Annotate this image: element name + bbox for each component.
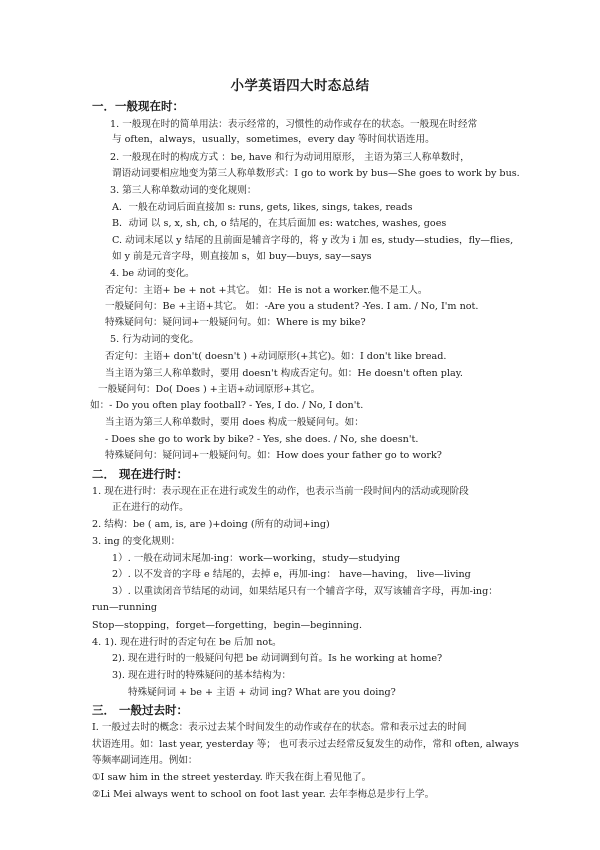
text-line: 一般疑问句：Be +主语+其它。 如：-Are you a student? -Yes. I am. / No, I'm not.: [105, 301, 479, 312]
text-line: Stop—stopping，forget—forgetting，begin—beginning.: [92, 620, 362, 631]
text-line: 与 often，always，usually，sometimes，every day 等时间状语连用。: [112, 134, 435, 145]
text-line: 3. 第三人称单数动词的变化规则：: [110, 185, 257, 196]
section-heading-present-simple: 一．一般现在时：: [92, 99, 184, 113]
text-line: 2. 一般现在时的构成方式 ：be, have 和行为动词用原形， 主语为第三人称单数时，: [110, 152, 470, 163]
text-line: 一般疑问句：Do( Does ) +主语+动词原形+其它。: [98, 384, 321, 395]
text-line: 3. ing 的变化规则：: [92, 536, 181, 547]
text-line: 否定句：主语+ be + not +其它。 如：He is not a worker.他不是工人。: [105, 285, 428, 296]
text-line: B．动词 以 s, x, sh, ch, o 结尾的，在其后面加 es: watches, washes, goes: [112, 218, 447, 229]
text-line: A．一般在动词后面直接加 s: runs, gets, likes, sings, takes, reads: [112, 202, 413, 213]
text-line: 5. 行为动词的变化。: [110, 334, 199, 345]
text-line: 特殊疑问句：疑问词+一般疑问句。如：How does your father go to work?: [105, 450, 442, 461]
section-heading-past-simple: 三． 一般过去时：: [92, 703, 189, 717]
text-line: I. 一般过去时的概念：表示过去某个时间发生的动作或存在的状态。常和表示过去的时间: [92, 722, 467, 733]
text-line: 特殊疑问词 + be + 主语 + 动词 ing? What are you doing?: [128, 687, 396, 698]
text-line: 等频率副词连用。例如：: [92, 755, 198, 766]
text-line: 如：- Do you often play football? - Yes, I do. / No, I don't.: [90, 400, 364, 411]
section-heading-present-continuous: 二． 现在进行时：: [92, 467, 189, 481]
text-line: ①I saw him in the street yesterday. 昨天我在街上看见他了。: [92, 772, 372, 783]
text-line: 当主语为第三人称单数时，要用 does 构成一般疑问句。如：: [105, 417, 364, 428]
text-line: - Does she go to work by bike? - Yes, she does. / No, she doesn't.: [105, 434, 419, 445]
text-line: 3). 现在进行时的特殊疑问的基本结构为：: [112, 670, 292, 681]
text-line: 谓语动词要相应地变为第三人称单数形式：I go to work by bus—She goes to work by bus.: [112, 168, 520, 179]
text-line: C. 动词末尾以 y 结尾的且前面是辅音字母的，将 y 改为 i 加 es, study—studies，fly—flies,: [112, 235, 514, 246]
text-line: 正在进行的动作。: [112, 502, 189, 513]
text-line: 1）. 一般在动词末尾加-ing：work—working，study—studying: [112, 553, 401, 564]
text-line: 1. 现在进行时：表示现在正在进行或发生的动作，也表示当前一段时间内的活动或现阶段: [92, 486, 469, 497]
text-line: 否定句：主语+ don't( doesn't ) +动词原形(+其它)。如：I don't like bread.: [105, 351, 447, 362]
text-line: 特殊疑问句：疑问词+一般疑问句。如：Where is my bike?: [105, 317, 366, 328]
text-line: 4. 1). 现在进行时的否定句在 be 后加 not。: [92, 637, 282, 648]
text-line: 当主语为第三人称单数时，要用 doesn't 构成否定句。如：He doesn't often play.: [105, 368, 463, 379]
text-line: 2）. 以不发音的字母 e 结尾的，去掉 e，再加-ing： have—having， live—living: [112, 569, 471, 580]
text-line: 如 y 前是元音字母，则直接加 s，如 buy—buys, say—says: [112, 251, 372, 262]
page-title: 小学英语四大时态总结: [230, 78, 370, 94]
text-line: 2). 现在进行时的一般疑问句把 be 动词调到句首。Is he working at home?: [112, 653, 443, 664]
text-line: 1. 一般现在时的简单用法：表示经常的，习惯性的动作或存在的状态。一般现在时经常: [110, 119, 478, 130]
text-line: 4. be 动词的变化。: [110, 268, 195, 279]
text-line: run—running: [92, 602, 158, 613]
text-line: ②Li Mei always went to school on foot last year. 去年李梅总是步行上学。: [92, 789, 435, 800]
text-line: 2. 结构：be ( am, is, are )+doing (所有的动词+ing): [92, 519, 330, 530]
text-line: 3）. 以重读闭音节结尾的动词，如果结尾只有一个辅音字母，双写该辅音字母，再加-ing：: [112, 586, 498, 597]
text-line: 状语连用。如：last year, yesterday 等； 也可表示过去经常反复发生的动作，常和 often, always: [92, 739, 519, 750]
